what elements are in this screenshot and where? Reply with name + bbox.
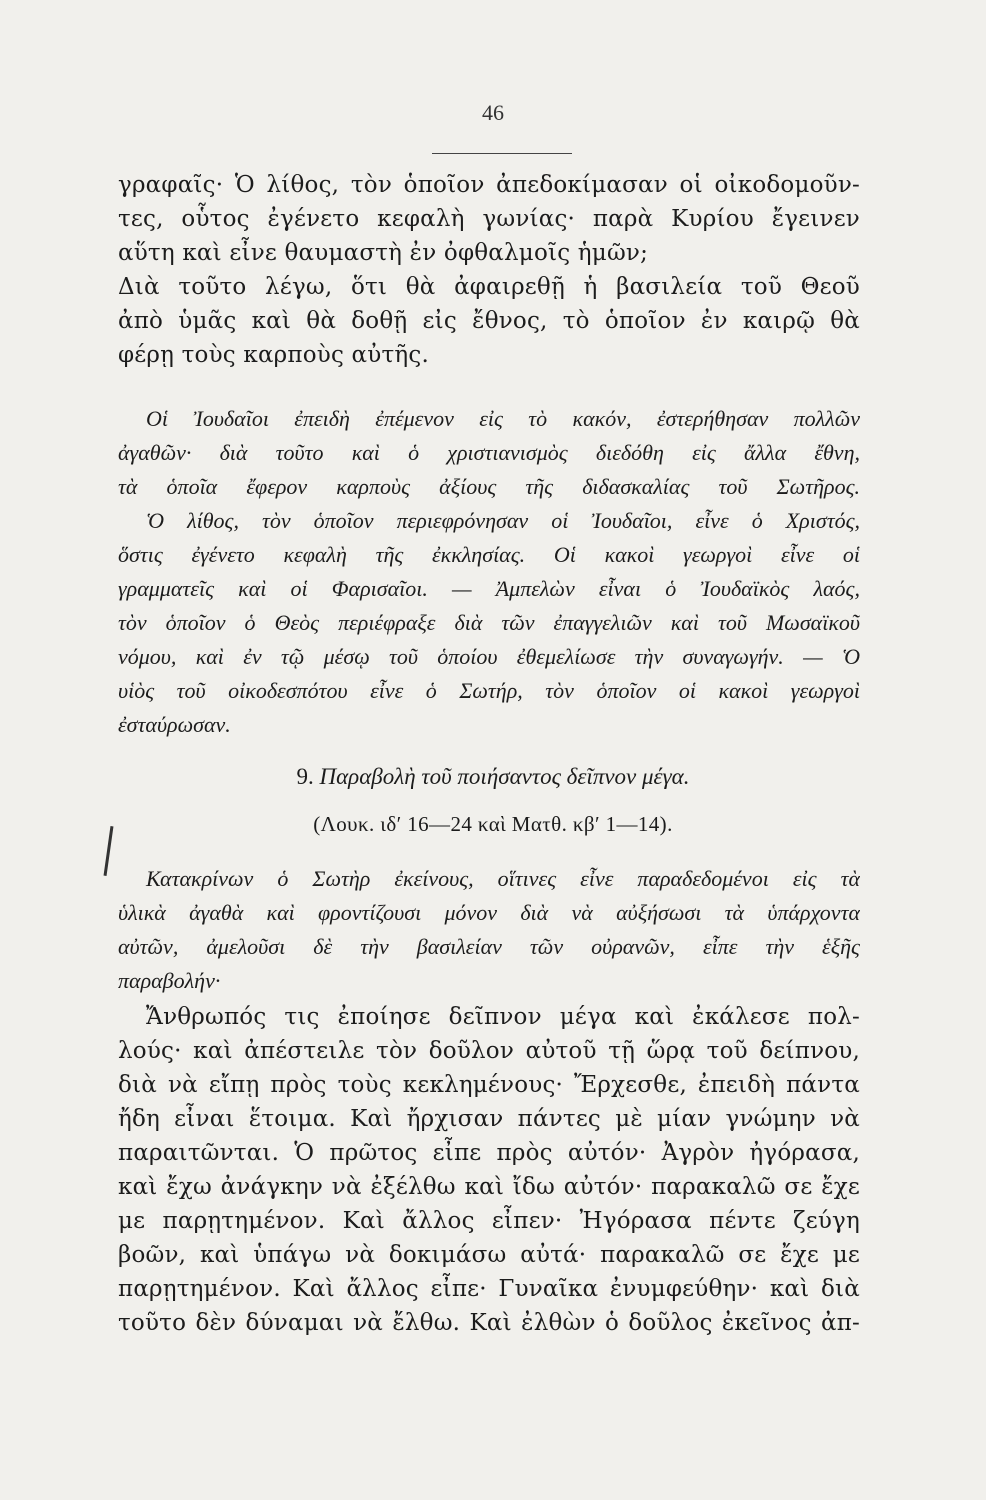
text-line: ἐσταύρωσαν.: [118, 712, 231, 737]
text-line: βοῶν, καὶ ὑπάγω νὰ δοκιμάσω αὐτά· παρακαλῶ σε ἔχε με: [118, 1242, 860, 1268]
text-line: με παρῃτημένον. Καὶ ἄλλος εἶπεν· Ἠγόρασα πέντε ζεύγη: [118, 1208, 860, 1234]
text-line: ὅστις ἐγένετο κεφαλὴ τῆς ἐκκλησίας. Οἱ κακοὶ γεωργοὶ εἶνε οἱ: [118, 542, 860, 567]
text-line: ἀπὸ ὑμᾶς καὶ θὰ δοθῇ εἰς ἔθνος, τὸ ὁποῖον ἐν καιρῷ θὰ: [118, 308, 860, 334]
paragraph-introduction: [118, 862, 860, 998]
text-line: τὸν ὁποῖον ὁ Θεὸς περιέφραξε διὰ τῶν ἐπαγγελιῶν καὶ τοῦ Μωσαϊκοῦ: [118, 610, 860, 635]
text-line: τες, οὗτος ἐγένετο κεφαλὴ γωνίας· παρὰ Κυρίου ἔγεινεν: [118, 206, 860, 232]
text-line: γραμματεῖς καὶ οἱ Φαρισαῖοι. — Ἀμπελὼν εἶναι ὁ Ἰουδαϊκὸς λαός,: [118, 576, 860, 601]
section-reference: (Λουκ. ιδʹ 16—24 καὶ Ματθ. κβʹ 1—14).: [313, 812, 673, 836]
text-line: καὶ ἔχω ἀνάγκην νὰ ἐξέλθω καὶ ἴδω αὐτόν· παρακαλῶ σε ἔχε: [118, 1174, 860, 1200]
text-line: Οἱ Ἰουδαῖοι ἐπειδὴ ἐπέμενον εἰς τὸ κακόν, ἐστερήθησαν πολλῶν: [146, 406, 860, 431]
text-line: ἀγαθῶν· διὰ τοῦτο καὶ ὁ χριστιανισμὸς διεδόθη εἰς ἄλλα ἔθνη,: [118, 440, 860, 465]
text-line: Διὰ τοῦτο λέγω, ὅτι θὰ ἀφαιρεθῇ ἡ βασιλεία τοῦ Θεοῦ: [118, 274, 860, 300]
text-line: νόμου, καὶ ἐν τῷ μέσῳ τοῦ ὁποίου ἐθεμελίωσε τὴν συναγωγήν. — Ὁ: [118, 644, 860, 669]
text-line: τὰ ὁποῖα ἔφερον καρποὺς ἀξίους τῆς διδασκαλίας τοῦ Σωτῆρος.: [118, 474, 860, 499]
text-line: παρῃτημένον. Καὶ ἄλλος εἶπε· Γυναῖκα ἐνυμφεύθην· καὶ διὰ: [118, 1276, 860, 1302]
text-line: λούς· καὶ ἀπέστειλε τὸν δοῦλον αὐτοῦ τῇ ὥρᾳ τοῦ δείπνου,: [118, 1038, 860, 1064]
page-number: 46: [482, 100, 504, 125]
text-line: παραβολήν·: [118, 968, 221, 993]
text-line: φέρῃ τοὺς καρποὺς αὐτῆς.: [118, 342, 429, 368]
text-line: Ὁ λίθος, τὸν ὁποῖον περιεφρόνησαν οἱ Ἰουδαῖοι, εἶνε ὁ Χριστός,: [146, 508, 860, 533]
text-line: Κατακρίνων ὁ Σωτὴρ ἐκείνους, οἵτινες εἶνε παραδεδομένοι εἰς τὰ: [146, 866, 860, 891]
text-line: τοῦτο δὲν δύναμαι νὰ ἔλθω. Καὶ ἐλθὼν ὁ δοῦλος ἐκεῖνος ἀπ-: [118, 1310, 860, 1336]
paragraph-parable: [118, 1000, 860, 1340]
header-rule: [432, 153, 572, 154]
text-line: ὑλικὰ ἀγαθὰ καὶ φροντίζουσι μόνον διὰ νὰ αὐξήσωσι τὰ ὑπάρχοντα: [118, 900, 860, 925]
section-number: 9.: [296, 764, 314, 789]
text-line: γραφαῖς· Ὁ λίθος, τὸν ὁποῖον ἀπεδοκίμασαν οἱ οἰκοδομοῦν-: [118, 172, 860, 198]
text-line: ἤδη εἶναι ἕτοιμα. Καὶ ἤρχισαν πάντες μὲ μίαν γνώμην νὰ: [118, 1106, 860, 1132]
text-line: παραιτῶνται. Ὁ πρῶτος εἶπε πρὸς αὐτόν· Ἀγρὸν ἠγόρασα,: [118, 1140, 860, 1166]
paragraph-commentary: [118, 402, 860, 742]
text-line: αὕτη καὶ εἶνε θαυμαστὴ ἐν ὀφθαλμοῖς ἡμῶν;: [118, 240, 649, 266]
paragraph-scripture-ending: [118, 168, 860, 372]
section-title: Παραβολὴ τοῦ ποιήσαντος δεῖπνον μέγα.: [319, 764, 690, 789]
text-line: αὐτῶν, ἀμελοῦσι δὲ τὴν βασιλείαν τῶν οὐρανῶν, εἶπε τὴν ἑξῆς: [118, 934, 860, 959]
text-line: Ἄνθρωπός τις ἐποίησε δεῖπνον μέγα καὶ ἐκάλεσε πολ-: [146, 1004, 860, 1030]
section-heading: [0, 764, 986, 790]
text-line: υἱὸς τοῦ οἰκοδεσπότου εἶνε ὁ Σωτήρ, τὸν ὁποῖον οἱ κακοὶ γεωργοὶ: [118, 678, 860, 703]
text-line: διὰ νὰ εἴπῃ πρὸς τοὺς κεκλημένους· Ἔρχεσθε, ἐπειδὴ πάντα: [118, 1072, 860, 1098]
